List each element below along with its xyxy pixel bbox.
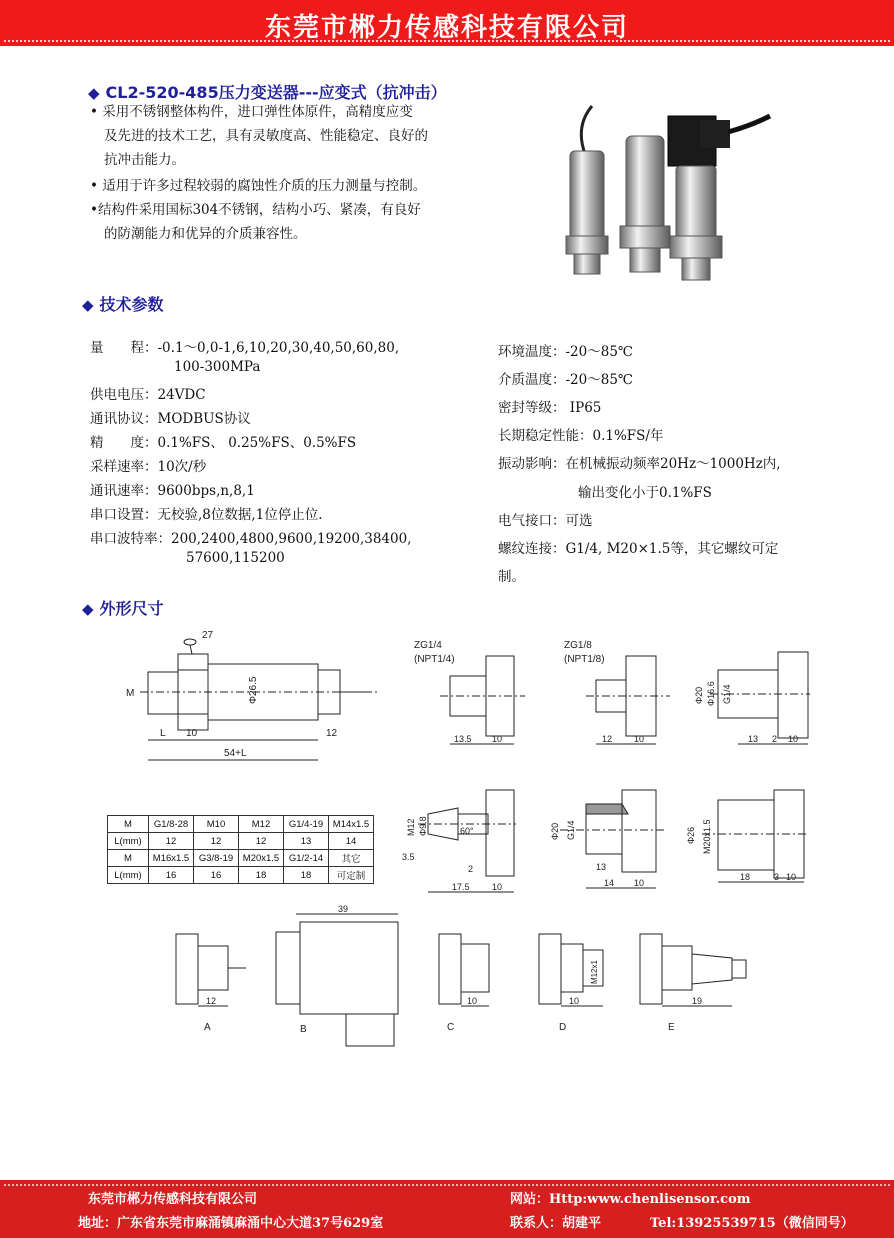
footer-company: 东莞市郴力传感科技有限公司 <box>88 1192 258 1207</box>
svg-text:Φ9.8: Φ9.8 <box>418 816 428 836</box>
svg-text:10: 10 <box>786 872 797 882</box>
svg-text:D: D <box>559 1022 567 1033</box>
product-photo <box>530 96 780 286</box>
drawing-connector-b <box>270 900 410 1050</box>
svg-text:3: 3 <box>774 872 780 882</box>
product-bullet-3: •结构件采用国标304不锈钢，结构小巧、紧凑，有良好 的防潮能力和优异的介质兼容性。 <box>90 202 421 242</box>
spec-serial-setting: 串口设置：无校验,8位数据,1位停止位. <box>90 507 323 523</box>
page-footer <box>0 1180 894 1238</box>
spec-ambient-temp: 环境温度：-20～85℃ <box>498 344 634 360</box>
drawing-connector-c <box>435 928 505 1038</box>
drawing-connector-e <box>636 928 756 1038</box>
svg-text:ZG1/8: ZG1/8 <box>564 640 592 651</box>
svg-text:13: 13 <box>748 734 759 744</box>
diamond-bullet-icon: ◆ <box>88 84 100 102</box>
svg-text:12: 12 <box>602 734 613 744</box>
svg-text:M12x1: M12x1 <box>590 959 599 984</box>
spec-supply: 供电电压：24VDC <box>90 387 206 403</box>
product-bullet-1: • 采用不锈钢整体构件，进口弹性体原件，高精度应变 及先进的技术工艺，具有灵敏度高、性能稳定、良好的 抗冲击能力。 <box>90 104 428 168</box>
svg-text:(NPT1/8): (NPT1/8) <box>564 654 605 665</box>
product-bullet-2: • 适用于许多过程较弱的腐蚀性介质的压力测量与控制。 <box>90 178 427 194</box>
dims-heading: ◆ 外形尺寸 <box>82 599 164 618</box>
dim-l: L <box>160 728 166 739</box>
svg-text:10: 10 <box>467 996 478 1006</box>
spec-range-cont: 100-300MPa <box>174 359 261 375</box>
svg-text:2: 2 <box>468 864 474 874</box>
svg-text:10: 10 <box>492 734 503 744</box>
spec-stability: 长期稳定性能：0.1%FS/年 <box>498 428 664 444</box>
table-row: L(mm) 12 12 12 13 14 <box>108 833 374 850</box>
spec-accuracy: 精 度：0.1%FS、 0.25%FS、0.5%FS <box>90 435 357 451</box>
svg-text:Φ16.6: Φ16.6 <box>706 681 716 706</box>
spec-baud: 串口波特率：200,2400,4800,9600,19200,38400, <box>90 531 412 547</box>
svg-text:10: 10 <box>634 878 645 888</box>
svg-text:60°: 60° <box>460 826 474 836</box>
footer-address: 地址：广东省东莞市麻涌镇麻涌中心大道37号629室 <box>78 1216 384 1231</box>
svg-text:14: 14 <box>604 878 615 888</box>
spec-vibration-cont: 输出变化小于0.1%FS <box>578 485 712 501</box>
svg-text:A: A <box>204 1022 211 1033</box>
dim-12: 12 <box>326 728 338 739</box>
svg-text:Φ26: Φ26 <box>686 826 696 844</box>
svg-text:18: 18 <box>740 872 751 882</box>
svg-text:10: 10 <box>569 996 580 1006</box>
footer-contact: 联系人：胡建平 <box>510 1216 602 1231</box>
svg-text:E: E <box>668 1022 675 1033</box>
spec-thread: 螺纹连接：G1/4, M20×1.5等，其它螺纹可定 <box>498 541 779 557</box>
drawing-m12-cone <box>398 784 518 900</box>
svg-text:10: 10 <box>788 734 799 744</box>
svg-text:10: 10 <box>634 734 645 744</box>
svg-text:2: 2 <box>772 734 778 744</box>
spec-seal: 密封等级： IP65 <box>498 400 602 416</box>
footer-dotted-line <box>4 1184 890 1186</box>
page-header <box>0 0 894 46</box>
svg-text:Φ20: Φ20 <box>550 822 560 840</box>
drawing-main-body <box>120 620 390 770</box>
svg-text:12: 12 <box>206 996 217 1006</box>
dim-m: M <box>126 688 135 699</box>
svg-text:13: 13 <box>596 862 607 872</box>
spec-medium-temp: 介质温度：-20～85℃ <box>498 372 634 388</box>
dim-10: 10 <box>186 728 198 739</box>
spec-range: 量 程：-0.1～0,0-1,6,10,20,30,40,50,60,80, <box>90 340 400 356</box>
drawing-g14-adapter <box>540 784 670 894</box>
spec-thread-cont: 制。 <box>498 569 525 585</box>
drawing-m20-female <box>682 784 810 894</box>
footer-website[interactable]: 网站：Http:www.chenlisensor.com <box>510 1192 751 1207</box>
table-row: L(mm) 16 16 18 18 可定制 <box>108 867 374 884</box>
svg-text:(NPT1/4): (NPT1/4) <box>414 654 455 665</box>
table-row: M G1/8-28 M10 M12 G1/4-19 M14x1.5 <box>108 816 374 833</box>
svg-text:39: 39 <box>338 904 349 914</box>
drawing-zg14 <box>410 636 530 756</box>
drawing-zg18 <box>560 636 680 756</box>
svg-text:Φ20: Φ20 <box>694 686 704 704</box>
spec-electrical: 电气接口：可选 <box>498 513 593 529</box>
svg-text:G1/4: G1/4 <box>566 820 576 840</box>
svg-text:G1/4: G1/4 <box>722 684 732 704</box>
svg-text:10: 10 <box>492 882 503 892</box>
svg-text:17.5: 17.5 <box>452 882 470 892</box>
svg-text:13.5: 13.5 <box>454 734 472 744</box>
drawing-connector-a <box>170 928 250 1038</box>
dim-wrench: 27 <box>202 630 214 641</box>
dim-dia: Φ26.5 <box>248 676 259 704</box>
dim-total: 54+L <box>224 748 247 759</box>
spec-protocol: 通讯协议：MODBUS协议 <box>90 411 251 427</box>
svg-text:19: 19 <box>692 996 703 1006</box>
svg-text:3.5: 3.5 <box>402 852 415 862</box>
svg-text:B: B <box>300 1024 307 1035</box>
drawing-g14-female <box>690 646 810 756</box>
drawing-connector-d <box>535 928 615 1038</box>
svg-text:ZG1/4: ZG1/4 <box>414 640 442 651</box>
header-dotted-line <box>4 40 890 42</box>
company-title: 东莞市郴力传感科技有限公司 <box>264 13 629 43</box>
footer-tel: Tel:13925539715（微信同号） <box>650 1216 854 1231</box>
spec-baud-cont: 57600,115200 <box>186 550 285 566</box>
table-row: M M16x1.5 G3/8-19 M20x1.5 G1/2-14 其它 <box>108 850 374 867</box>
diamond-bullet-icon: ◆ <box>82 600 94 618</box>
svg-text:M12: M12 <box>406 818 416 836</box>
tech-heading: ◆ 技术参数 <box>82 295 164 314</box>
diamond-bullet-icon: ◆ <box>82 296 94 314</box>
product-heading: ◆ CL2-520-485压力变送器---应变式（抗冲击） <box>88 83 447 102</box>
svg-text:C: C <box>447 1022 455 1033</box>
spec-sample-rate: 采样速率：10次/秒 <box>90 459 207 475</box>
spec-vibration: 振动影响：在机械振动频率20Hz～1000Hz内, <box>498 456 781 472</box>
spec-comm-rate: 通讯速率：9600bps,n,8,1 <box>90 483 255 499</box>
svg-text:M20x1.5: M20x1.5 <box>702 819 712 854</box>
thread-length-table <box>107 815 374 884</box>
